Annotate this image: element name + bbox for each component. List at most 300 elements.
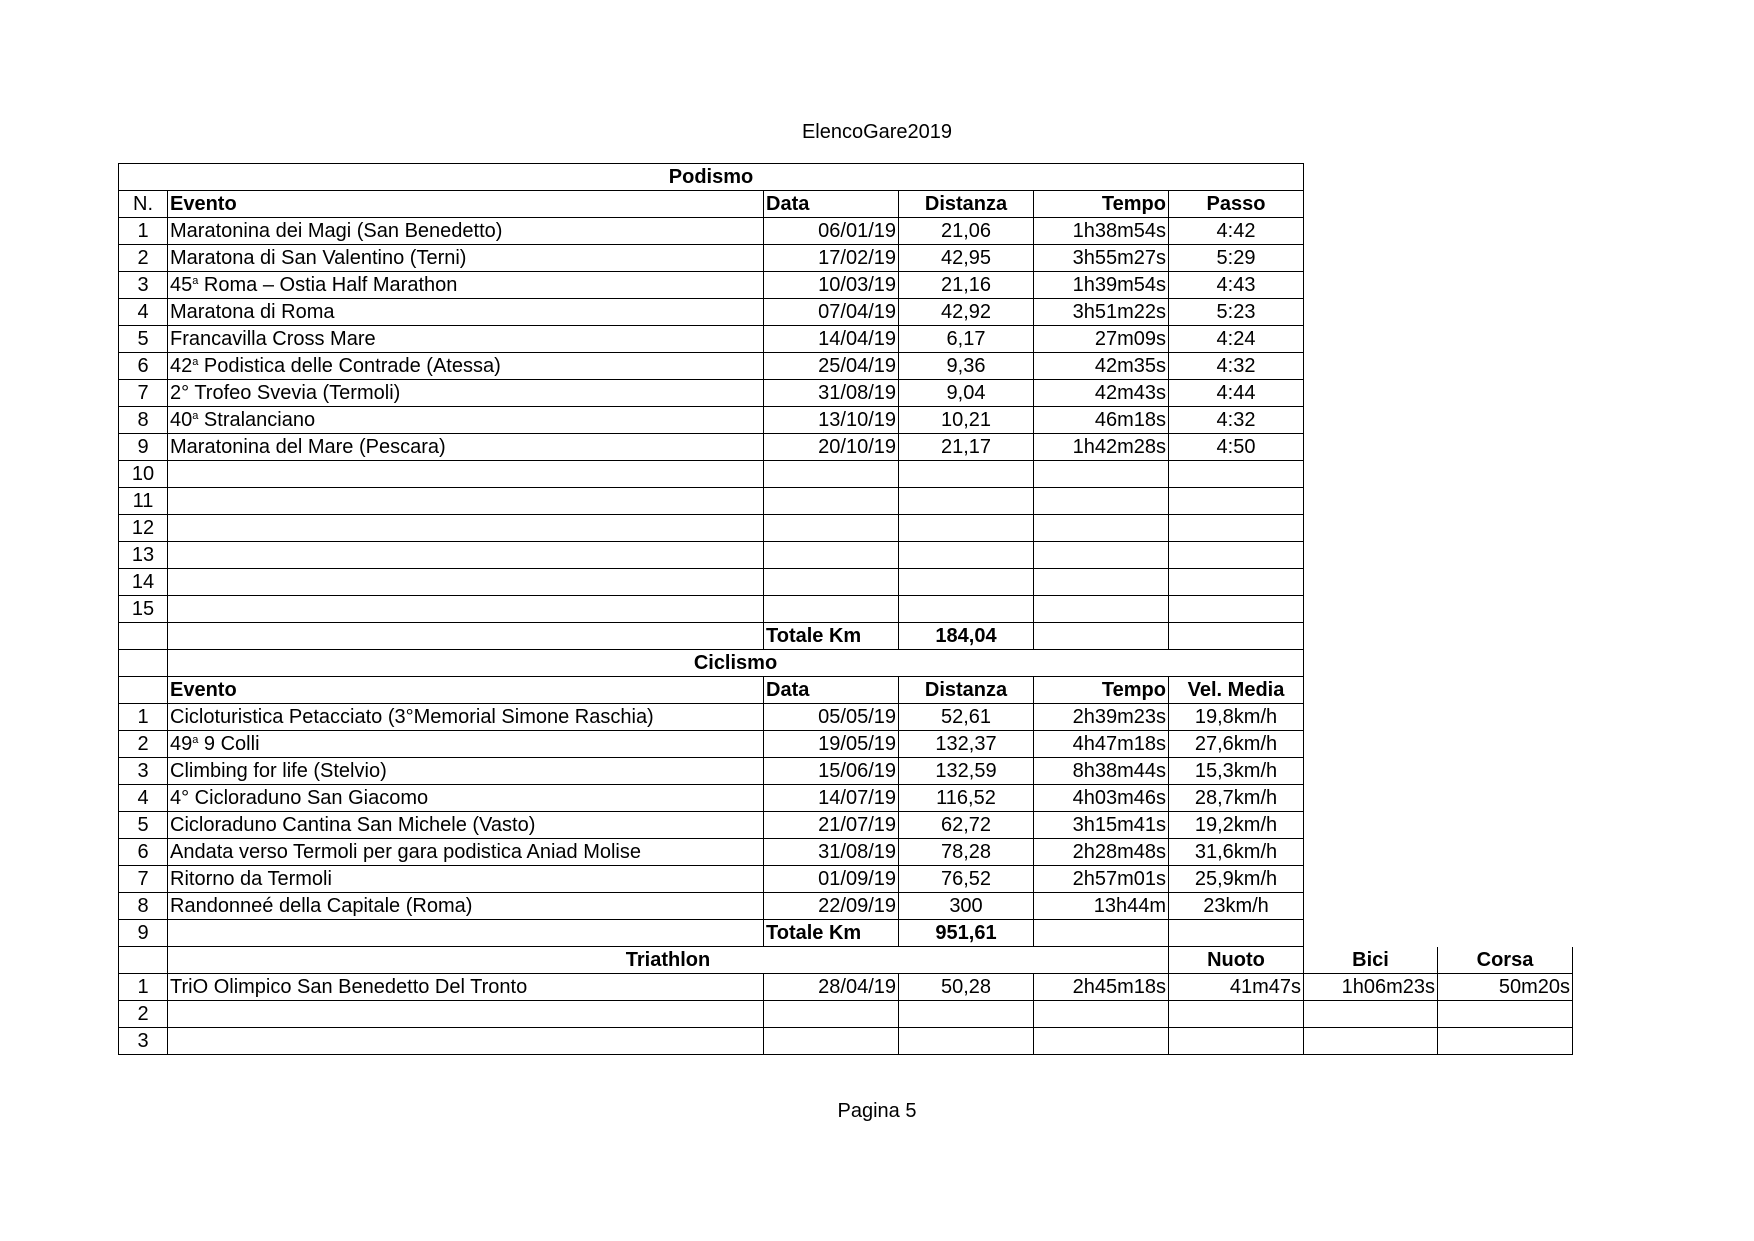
distance-cell: 6,17 [899, 326, 1034, 353]
table-row [119, 218, 1573, 245]
table-row [119, 812, 1573, 839]
event-name: 9 Colli [198, 733, 260, 755]
blank-cell [1438, 542, 1573, 569]
time-cell: 3h55m27s [1034, 245, 1169, 272]
time-cell: 13h44m [1034, 893, 1169, 920]
pace-cell: 4:24 [1169, 326, 1304, 353]
empty-cell [1169, 623, 1304, 650]
blank-cell [1304, 380, 1438, 407]
header-speed: Vel. Media [1169, 677, 1304, 704]
podismo-header-row [119, 191, 1573, 218]
empty-cell [168, 623, 764, 650]
table-row [119, 245, 1573, 272]
total-value: 951,61 [899, 920, 1034, 947]
empty-cell [1034, 1001, 1169, 1028]
time-cell: 3h51m22s [1034, 299, 1169, 326]
header-swim: Nuoto [1169, 947, 1304, 974]
empty-cell [1169, 920, 1304, 947]
empty-cell [1169, 1028, 1304, 1055]
empty-cell [899, 488, 1034, 515]
pace-cell: 4:43 [1169, 272, 1304, 299]
time-cell: 2h45m18s [1034, 974, 1169, 1001]
ciclismo-title-row [119, 650, 1573, 677]
event-cell: Randonneé della Capitale (Roma) [168, 893, 764, 920]
page-footer: Pagina 5 [837, 1100, 917, 1122]
blank-cell [1438, 488, 1573, 515]
blank-cell [1438, 893, 1573, 920]
row-number: 13 [119, 542, 168, 569]
blank-cell [1304, 407, 1438, 434]
date-cell: 17/02/19 [764, 245, 899, 272]
empty-cell [1169, 461, 1304, 488]
empty-cell [899, 1028, 1034, 1055]
blank-cell [1304, 542, 1438, 569]
event-cell: Maratonina del Mare (Pescara) [168, 434, 764, 461]
blank-cell [1304, 218, 1438, 245]
distance-cell: 76,52 [899, 866, 1034, 893]
total-label: Totale Km [764, 920, 899, 947]
row-number: 3 [119, 272, 168, 299]
pace-cell: 4:32 [1169, 407, 1304, 434]
event-ordinal: 42 [170, 355, 193, 377]
row-number: 8 [119, 893, 168, 920]
blank-cell [1304, 461, 1438, 488]
blank-cell [1304, 623, 1438, 650]
event-cell [168, 353, 764, 380]
swim-cell: 41m47s [1169, 974, 1304, 1001]
blank-cell [1438, 704, 1573, 731]
table-row [119, 785, 1573, 812]
empty-cell [764, 569, 899, 596]
row-number: 1 [119, 974, 168, 1001]
header-date: Data [764, 191, 899, 218]
blank-cell [1304, 515, 1438, 542]
header-num: N. [119, 191, 168, 218]
event-ordinal-suffix: a [192, 275, 199, 287]
distance-cell: 9,36 [899, 353, 1034, 380]
table-row-empty [119, 1001, 1573, 1028]
blank-cell [1438, 164, 1573, 191]
distance-cell: 62,72 [899, 812, 1034, 839]
empty-cell [1169, 542, 1304, 569]
table-row-empty [119, 596, 1573, 623]
row-number: 10 [119, 461, 168, 488]
blank-cell [1304, 731, 1438, 758]
blank-cell [1304, 920, 1438, 947]
empty-cell [1169, 569, 1304, 596]
row-number: 7 [119, 866, 168, 893]
run-cell: 50m20s [1438, 974, 1573, 1001]
event-ordinal: 49 [170, 733, 193, 755]
time-cell: 2h28m48s [1034, 839, 1169, 866]
speed-cell: 27,6km/h [1169, 731, 1304, 758]
date-cell: 19/05/19 [764, 731, 899, 758]
empty-cell [764, 1001, 899, 1028]
distance-cell: 132,37 [899, 731, 1034, 758]
event-cell: Cicloturistica Petacciato (3°Memorial Simone Raschia) [168, 704, 764, 731]
empty-cell [899, 1001, 1034, 1028]
blank-cell [1438, 407, 1573, 434]
blank-cell [1304, 164, 1438, 191]
time-cell: 4h47m18s [1034, 731, 1169, 758]
table-row-empty [119, 488, 1573, 515]
time-cell: 1h39m54s [1034, 272, 1169, 299]
row-number: 1 [119, 218, 168, 245]
date-cell: 14/07/19 [764, 785, 899, 812]
row-number: 1 [119, 704, 168, 731]
table-row [119, 866, 1573, 893]
event-ordinal: 40 [170, 409, 193, 431]
row-number: 7 [119, 380, 168, 407]
blank-cell [1438, 272, 1573, 299]
distance-cell: 21,16 [899, 272, 1034, 299]
event-name: Roma – Ostia Half Marathon [198, 274, 458, 296]
empty-cell [899, 461, 1034, 488]
date-cell: 13/10/19 [764, 407, 899, 434]
date-cell: 10/03/19 [764, 272, 899, 299]
blank-cell [1304, 326, 1438, 353]
row-number: 3 [119, 758, 168, 785]
row-number: 9 [119, 920, 168, 947]
blank-cell [1438, 677, 1573, 704]
date-cell: 21/07/19 [764, 812, 899, 839]
event-cell: TriO Olimpico San Benedetto Del Tronto [168, 974, 764, 1001]
header-bike: Bici [1304, 947, 1438, 974]
blank-cell [1304, 245, 1438, 272]
row-number: 6 [119, 353, 168, 380]
empty-cell [168, 461, 764, 488]
header-distance: Distanza [899, 677, 1034, 704]
empty-cell [1169, 488, 1304, 515]
time-cell: 2h57m01s [1034, 866, 1169, 893]
blank-cell [1304, 758, 1438, 785]
blank-cell [1304, 677, 1438, 704]
empty-cell [1034, 569, 1169, 596]
time-cell: 2h39m23s [1034, 704, 1169, 731]
blank-cell [1304, 299, 1438, 326]
distance-cell: 9,04 [899, 380, 1034, 407]
date-cell: 06/01/19 [764, 218, 899, 245]
row-number: 5 [119, 326, 168, 353]
table-row-empty [119, 1028, 1573, 1055]
header-date: Data [764, 677, 899, 704]
row-number: 3 [119, 1028, 168, 1055]
row-number: 12 [119, 515, 168, 542]
blank-cell [1438, 434, 1573, 461]
event-cell [168, 731, 764, 758]
empty-cell [764, 542, 899, 569]
event-ordinal-suffix: a [192, 734, 199, 746]
event-cell: 2° Trofeo Svevia (Termoli) [168, 380, 764, 407]
time-cell: 27m09s [1034, 326, 1169, 353]
time-cell: 8h38m44s [1034, 758, 1169, 785]
date-cell: 07/04/19 [764, 299, 899, 326]
races-table [118, 163, 1573, 1055]
triathlon-header-row [119, 947, 1573, 974]
blank-cell [1304, 812, 1438, 839]
blank-cell [1304, 569, 1438, 596]
empty-cell [1304, 1028, 1438, 1055]
row-number: 6 [119, 839, 168, 866]
header-event: Evento [168, 677, 764, 704]
row-number: 4 [119, 785, 168, 812]
blank-cell [1438, 731, 1573, 758]
blank-cell [1304, 650, 1438, 677]
pace-cell: 4:50 [1169, 434, 1304, 461]
blank-cell [1304, 785, 1438, 812]
section-title-triathlon: Triathlon [168, 947, 1169, 974]
event-cell: Maratona di Roma [168, 299, 764, 326]
empty-cell [119, 947, 168, 974]
bike-cell: 1h06m23s [1304, 974, 1438, 1001]
distance-cell: 21,06 [899, 218, 1034, 245]
blank-cell [1304, 488, 1438, 515]
table-row-empty [119, 461, 1573, 488]
row-number: 2 [119, 731, 168, 758]
empty-cell [764, 461, 899, 488]
distance-cell: 21,17 [899, 434, 1034, 461]
ciclismo-total-row [119, 920, 1573, 947]
empty-cell [764, 1028, 899, 1055]
table-row [119, 272, 1573, 299]
blank-cell [1438, 326, 1573, 353]
event-cell [168, 407, 764, 434]
row-number: 2 [119, 245, 168, 272]
total-value: 184,04 [899, 623, 1034, 650]
ciclismo-header-row [119, 677, 1573, 704]
blank-cell [1438, 191, 1573, 218]
event-name: Stralanciano [198, 409, 316, 431]
empty-cell [1438, 1028, 1573, 1055]
blank-cell [1438, 299, 1573, 326]
speed-cell: 23km/h [1169, 893, 1304, 920]
section-title-podismo: Podismo [119, 164, 1304, 191]
header-run: Corsa [1438, 947, 1573, 974]
empty-cell [899, 569, 1034, 596]
pace-cell: 4:44 [1169, 380, 1304, 407]
date-cell: 31/08/19 [764, 380, 899, 407]
speed-cell: 31,6km/h [1169, 839, 1304, 866]
blank-cell [1438, 623, 1573, 650]
empty-cell [1034, 1028, 1169, 1055]
table-row [119, 434, 1573, 461]
blank-cell [1304, 893, 1438, 920]
empty-cell [1034, 920, 1169, 947]
table-row [119, 893, 1573, 920]
distance-cell: 10,21 [899, 407, 1034, 434]
row-number: 2 [119, 1001, 168, 1028]
event-cell: Climbing for life (Stelvio) [168, 758, 764, 785]
table-row [119, 704, 1573, 731]
empty-cell [1034, 488, 1169, 515]
empty-cell [168, 569, 764, 596]
distance-cell: 78,28 [899, 839, 1034, 866]
distance-cell: 116,52 [899, 785, 1034, 812]
row-number: 14 [119, 569, 168, 596]
table-row [119, 326, 1573, 353]
empty-cell [899, 542, 1034, 569]
empty-cell [119, 623, 168, 650]
event-cell: Cicloraduno Cantina San Michele (Vasto) [168, 812, 764, 839]
blank-cell [1438, 569, 1573, 596]
table-row [119, 758, 1573, 785]
distance-cell: 42,95 [899, 245, 1034, 272]
row-number: 9 [119, 434, 168, 461]
blank-cell [1438, 380, 1573, 407]
podismo-total-row [119, 623, 1573, 650]
date-cell: 20/10/19 [764, 434, 899, 461]
distance-cell: 50,28 [899, 974, 1034, 1001]
blank-cell [1438, 785, 1573, 812]
empty-cell [764, 515, 899, 542]
empty-cell [1169, 1001, 1304, 1028]
distance-cell: 42,92 [899, 299, 1034, 326]
blank-cell [1438, 650, 1573, 677]
event-ordinal-suffix: a [192, 356, 199, 368]
header-time: Tempo [1034, 677, 1169, 704]
blank-cell [1304, 704, 1438, 731]
table-row [119, 839, 1573, 866]
table-row [119, 974, 1573, 1001]
time-cell: 46m18s [1034, 407, 1169, 434]
table-row-empty [119, 542, 1573, 569]
row-number: 5 [119, 812, 168, 839]
blank-cell [1438, 245, 1573, 272]
event-cell: Maratona di San Valentino (Terni) [168, 245, 764, 272]
pace-cell: 5:23 [1169, 299, 1304, 326]
empty-cell [899, 515, 1034, 542]
empty-cell [168, 488, 764, 515]
distance-cell: 132,59 [899, 758, 1034, 785]
header-time: Tempo [1034, 191, 1169, 218]
time-cell: 1h38m54s [1034, 218, 1169, 245]
blank-cell [1438, 920, 1573, 947]
event-cell: Francavilla Cross Mare [168, 326, 764, 353]
blank-cell [1304, 434, 1438, 461]
event-ordinal-suffix: a [192, 410, 199, 422]
blank-cell [1438, 515, 1573, 542]
empty-cell [1169, 515, 1304, 542]
pace-cell: 5:29 [1169, 245, 1304, 272]
empty-cell [764, 488, 899, 515]
time-cell: 3h15m41s [1034, 812, 1169, 839]
date-cell: 22/09/19 [764, 893, 899, 920]
time-cell: 1h42m28s [1034, 434, 1169, 461]
total-label: Totale Km [764, 623, 899, 650]
blank-cell [1304, 353, 1438, 380]
empty-cell [1034, 596, 1169, 623]
date-cell: 14/04/19 [764, 326, 899, 353]
empty-cell [119, 650, 168, 677]
event-cell: Ritorno da Termoli [168, 866, 764, 893]
event-cell [168, 272, 764, 299]
empty-cell [1169, 596, 1304, 623]
date-cell: 25/04/19 [764, 353, 899, 380]
date-cell: 05/05/19 [764, 704, 899, 731]
table-row [119, 299, 1573, 326]
blank-cell [1304, 839, 1438, 866]
blank-cell [1438, 596, 1573, 623]
pace-cell: 4:42 [1169, 218, 1304, 245]
speed-cell: 15,3km/h [1169, 758, 1304, 785]
empty-cell [168, 1028, 764, 1055]
blank-cell [1438, 758, 1573, 785]
empty-cell [764, 596, 899, 623]
table-row-empty [119, 569, 1573, 596]
distance-cell: 300 [899, 893, 1034, 920]
event-name: Podistica delle Contrade (Atessa) [198, 355, 501, 377]
empty-cell [899, 596, 1034, 623]
row-number: 15 [119, 596, 168, 623]
empty-cell [168, 1001, 764, 1028]
time-cell: 4h03m46s [1034, 785, 1169, 812]
date-cell: 01/09/19 [764, 866, 899, 893]
blank-cell [1304, 272, 1438, 299]
header-event: Evento [168, 191, 764, 218]
empty-cell [168, 542, 764, 569]
row-number: 4 [119, 299, 168, 326]
blank-cell [1304, 866, 1438, 893]
date-cell: 31/08/19 [764, 839, 899, 866]
speed-cell: 28,7km/h [1169, 785, 1304, 812]
table-row [119, 731, 1573, 758]
row-number: 11 [119, 488, 168, 515]
empty-cell [1034, 542, 1169, 569]
empty-cell [119, 677, 168, 704]
empty-cell [1304, 1001, 1438, 1028]
table-row [119, 380, 1573, 407]
time-cell: 42m35s [1034, 353, 1169, 380]
empty-cell [168, 596, 764, 623]
date-cell: 15/06/19 [764, 758, 899, 785]
blank-cell [1304, 191, 1438, 218]
empty-cell [1034, 461, 1169, 488]
empty-cell [168, 920, 764, 947]
section-title-ciclismo: Ciclismo [168, 650, 1304, 677]
event-cell: Maratonina dei Magi (San Benedetto) [168, 218, 764, 245]
row-number: 8 [119, 407, 168, 434]
empty-cell [1034, 623, 1169, 650]
speed-cell: 25,9km/h [1169, 866, 1304, 893]
blank-cell [1438, 461, 1573, 488]
table-row [119, 407, 1573, 434]
distance-cell: 52,61 [899, 704, 1034, 731]
event-cell: Andata verso Termoli per gara podistica Aniad Molise [168, 839, 764, 866]
header-pace: Passo [1169, 191, 1304, 218]
blank-cell [1438, 353, 1573, 380]
empty-cell [168, 515, 764, 542]
blank-cell [1438, 866, 1573, 893]
time-cell: 42m43s [1034, 380, 1169, 407]
event-ordinal: 45 [170, 274, 193, 296]
table-row-empty [119, 515, 1573, 542]
podismo-title-row [119, 164, 1573, 191]
table-body [119, 164, 1573, 1055]
page-title: ElencoGare2019 [801, 121, 953, 143]
header-distance: Distanza [899, 191, 1034, 218]
empty-cell [1438, 1001, 1573, 1028]
speed-cell: 19,2km/h [1169, 812, 1304, 839]
event-cell: 4° Cicloraduno San Giacomo [168, 785, 764, 812]
blank-cell [1438, 839, 1573, 866]
table-row [119, 353, 1573, 380]
blank-cell [1438, 218, 1573, 245]
pace-cell: 4:32 [1169, 353, 1304, 380]
blank-cell [1304, 596, 1438, 623]
blank-cell [1438, 812, 1573, 839]
empty-cell [1034, 515, 1169, 542]
date-cell: 28/04/19 [764, 974, 899, 1001]
